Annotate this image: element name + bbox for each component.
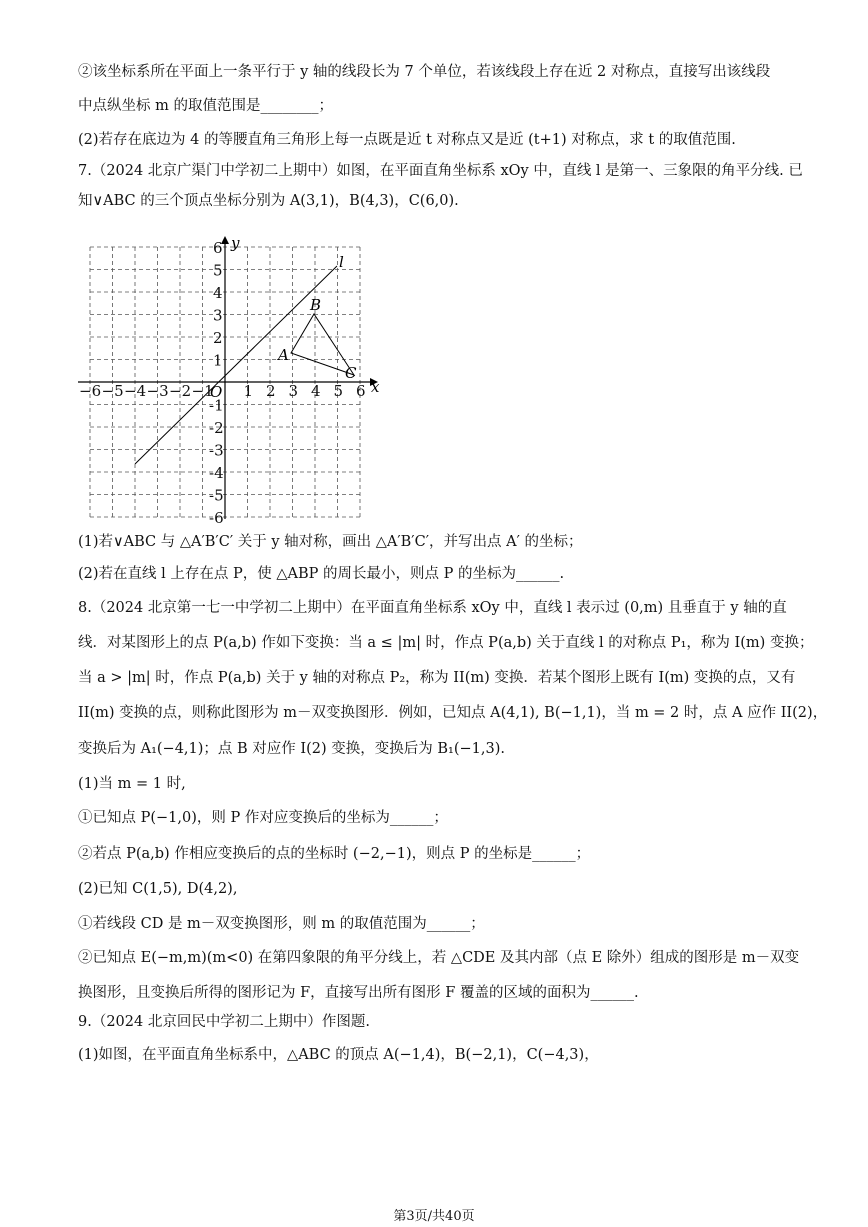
question-8-line-4: II(m) 变换的点，则称此图形为 m－双变换图形．例如，已知点 A(4,1), B(−1,1)，当 m = 2 时，点 A 应作 II(2)， (78, 705, 828, 721)
y-tick-label: 3 (213, 306, 223, 325)
x-tick-label: −6 (79, 382, 102, 400)
question-9-line-1: 9.（2024 北京回民中学初二上期中）作图题. (78, 1014, 370, 1030)
y-tick-label: 4 (213, 284, 223, 302)
question-7-line-1: 7.（2024 北京广渠门中学初二上期中）如图，在平面直角坐标系 xOy 中，直线 l 是第一、三象限的角平分线. 已 (78, 163, 803, 179)
y-tick-label: -4 (209, 464, 224, 482)
x-tick-label: 4 (311, 382, 321, 400)
x-tick-label: −4 (124, 382, 147, 400)
origin-label: O (210, 383, 223, 401)
line-l (135, 266, 337, 464)
x-tick-label: 6 (356, 382, 366, 400)
question-8-line-12: 换图形，且变换后所得的图形记为 F，直接写出所有图形 F 覆盖的区域的面积为______. (78, 985, 639, 1001)
text-line-1: ②该坐标系所在平面上一条平行于 y 轴的线段长为 7 个单位，若该线段上存在近 2 对称点，直接写出该线段 (78, 64, 771, 80)
y-tick-label: 5 (213, 261, 223, 280)
x-tick-label: −5 (101, 382, 124, 400)
x-tick-label: 3 (288, 382, 299, 400)
question-8-line-10: ①若线段 CD 是 m－双变换图形，则 m 的取值范围为______； (78, 916, 485, 932)
text-line-2: 中点纵坐标 m 的取值范围是________； (78, 98, 333, 114)
question-8-line-9: (2)已知 C(1,5), D(4,2), (78, 881, 238, 897)
question-8-line-1: 8.（2024 北京第一七一中学初二上期中）在平面直角坐标系 xOy 中，直线 l 表示过 (0,m) 且垂直于 y 轴的直 (78, 600, 787, 616)
question-9-line-2: (1)如图，在平面直角坐标系中，△ABC 的顶点 A(−1,4)，B(−2,1)，C(−4,3)， (78, 1047, 599, 1063)
question-8-line-8: ②若点 P(a,b) 作相应变换后的点的坐标时 (−2,−1)，则点 P 的坐标是______； (78, 846, 591, 862)
text-line-3: (2)若存在底边为 4 的等腰直角三角形上每一点既是近 t 对称点又是近 (t+1) 对称点，求 t 的取值范围. (78, 132, 736, 148)
point-b-label: B (310, 296, 322, 314)
coordinate-figure (78, 234, 388, 524)
y-tick-label: -3 (209, 441, 224, 460)
x-tick-label: 1 (243, 382, 254, 400)
x-tick-label: −3 (146, 382, 169, 400)
question-8-line-6: (1)当 m = 1 时, (78, 776, 186, 792)
x-tick-label: 5 (333, 382, 344, 400)
page-footer: 第3页/共40页 (393, 1209, 475, 1224)
question-8-line-3: 当 a > |m| 时，作点 P(a,b) 关于 y 轴的对称点 P₂，称为 II(m) 变换．若某个图形上既有 I(m) 变换的点，又有 (78, 670, 796, 686)
y-tick-label: -1 (209, 396, 224, 415)
y-tick-label: -5 (209, 486, 224, 505)
question-8-line-2: 线．对某图形上的点 P(a,b) 作如下变换：当 a ≤ |m| 时，作点 P(a,b) 关于直线 l 的对称点 P₁，称为 I(m) 变换； (78, 635, 814, 651)
y-tick-label: 6 (213, 239, 223, 257)
point-c-label: C (345, 364, 357, 382)
question-7-line-2: 知∨ABC 的三个顶点坐标分别为 A(3,1)，B(4,3)，C(6,0). (78, 193, 459, 209)
x-tick-label: −1 (191, 382, 214, 400)
x-tick-label: −2 (169, 382, 192, 400)
y-tick-label: 1 (213, 351, 223, 370)
x-axis-label: x (371, 378, 380, 396)
question-7-part-1: (1)若∨ABC 与 △A′B′C′ 关于 y 轴对称，画出 △A′B′C′，并写出点 A′ 的坐标； (78, 534, 583, 550)
x-tick-label: 2 (266, 382, 276, 400)
question-8-line-7: ①已知点 P(−1,0)，则 P 作对应变换后的坐标为______； (78, 810, 448, 826)
question-7-part-2: (2)若在直线 l 上存在点 P，使 △ABP 的周长最小，则点 P 的坐标为______. (78, 566, 565, 582)
y-tick-label: 2 (213, 329, 223, 347)
y-tick-label: -2 (209, 419, 224, 437)
y-axis-label: y (231, 234, 240, 252)
y-tick-label: -6 (209, 509, 224, 524)
question-8-line-11: ②已知点 E(−m,m)(m<0) 在第四象限的角平分线上，若 △CDE 及其内部（点 E 除外）组成的图形是 m－双变 (78, 950, 800, 966)
question-8-line-5: 变换后为 A₁(−4,1)；点 B 对应作 I(2) 变换，变换后为 B₁(−1,3). (78, 741, 505, 757)
line-l-label: l (339, 253, 344, 271)
point-a-label: A (278, 346, 289, 364)
